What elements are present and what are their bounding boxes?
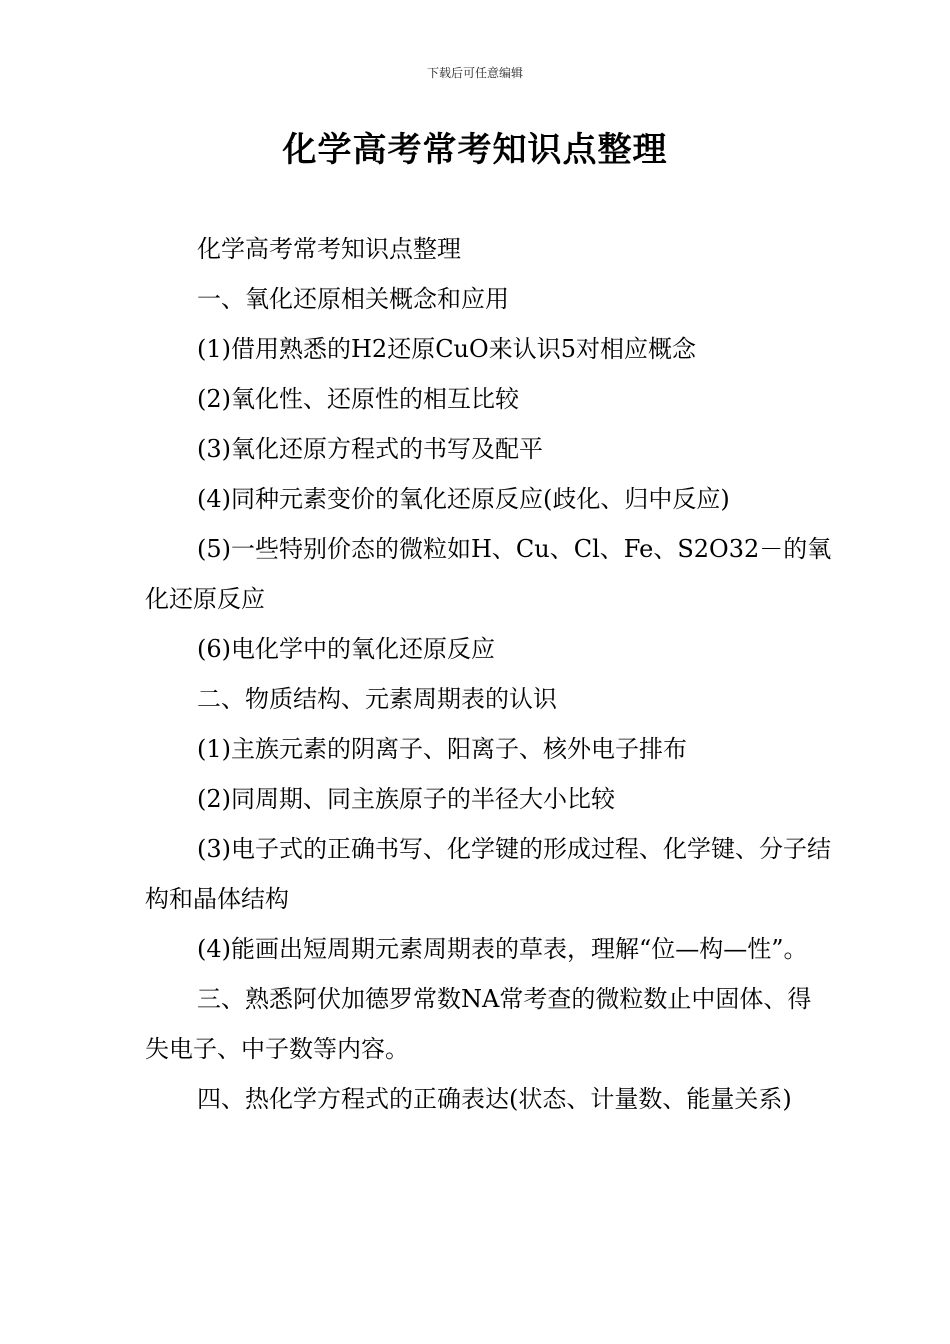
paragraph: (5)一些特别价态的微粒如H、Cu、Cl、Fe、S2O32－的氧化还原反应 bbox=[145, 535, 832, 613]
paragraph: (1)借用熟悉的H2还原CuO来认识5对相应概念 bbox=[197, 335, 696, 363]
paragraph: (6)电化学中的氧化还原反应 bbox=[197, 635, 495, 663]
section-heading: 二、物质结构、元素周期表的认识 bbox=[197, 685, 557, 713]
document-title: 化学高考常考知识点整理 bbox=[282, 130, 668, 170]
paragraph: (4)同种元素变价的氧化还原反应(歧化、归中反应) bbox=[197, 485, 730, 513]
section-heading: 四、热化学方程式的正确表达(状态、计量数、能量关系) bbox=[197, 1085, 792, 1113]
paragraph: (1)主族元素的阴离子、阳离子、核外电子排布 bbox=[197, 735, 687, 763]
header-note: 下载后可任意编辑 bbox=[426, 66, 523, 80]
paragraph: (2)氧化性、还原性的相互比较 bbox=[197, 385, 519, 413]
paragraph: (3)电子式的正确书写、化学键的形成过程、化学键、分子结构和晶体结构 bbox=[145, 835, 831, 913]
section-heading: 一、氧化还原相关概念和应用 bbox=[197, 285, 509, 313]
section-heading: 三、熟悉阿伏加德罗常数NA常考查的微粒数止中固体、得失电子、中子数等内容。 bbox=[145, 985, 812, 1063]
paragraph: (2)同周期、同主族原子的半径大小比较 bbox=[197, 785, 615, 813]
paragraph: (3)氧化还原方程式的书写及配平 bbox=[197, 435, 543, 463]
document-body bbox=[145, 224, 835, 1124]
paragraph: 化学高考常考知识点整理 bbox=[197, 235, 461, 263]
paragraph: (4)能画出短周期元素周期表的草表，理解“位—构—性”。 bbox=[197, 935, 808, 963]
